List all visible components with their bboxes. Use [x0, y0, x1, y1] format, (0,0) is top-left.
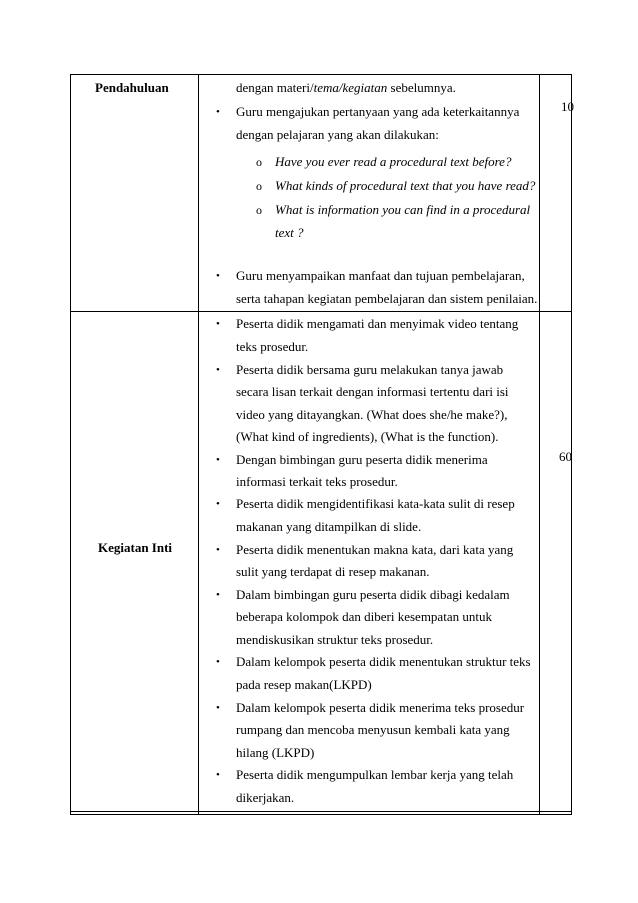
list-item-continuation: video yang ditayangkan. (What does she/he make?),	[236, 407, 508, 422]
list-item-continuation: dikerjakan.	[236, 790, 295, 805]
list-item-continuation: teks prosedur.	[236, 339, 309, 354]
table-left-border	[70, 74, 71, 815]
list-item: Peserta didik bersama guru melakukan tanya jawab	[236, 362, 504, 377]
sub-bullet-icon: o	[256, 179, 262, 193]
table-right-border	[571, 74, 572, 815]
list-item: Dengan bimbingan guru peserta didik menerima	[236, 452, 488, 467]
paragraph-continuation: dengan materi/tema/kegiatan sebelumnya.	[236, 80, 456, 95]
time-kegiatan-inti: 60	[559, 449, 572, 464]
bullet-icon: •	[216, 270, 220, 282]
table-bottom-border	[70, 811, 572, 812]
bullet-icon: •	[216, 364, 220, 376]
question-item: Have you ever read a procedural text before?	[275, 154, 512, 169]
list-item-continuation: (What kind of ingredients), (What is the function).	[236, 429, 499, 444]
list-item: Peserta didik menentukan makna kata, dari kata yang	[236, 542, 514, 557]
bullet-icon: •	[216, 106, 220, 118]
bullet-icon: •	[216, 702, 220, 714]
list-item: Dalam kelompok peserta didik menerima teks prosedur	[236, 700, 525, 715]
sub-bullet-icon: o	[256, 203, 262, 217]
question-item: What kinds of procedural text that you have read?	[275, 178, 536, 193]
bullet-icon: •	[216, 544, 220, 556]
list-item-continuation: mendiskusikan struktur teks prosedur.	[236, 632, 434, 647]
bullet-icon: •	[216, 318, 220, 330]
list-item: Peserta didik mengumpulkan lembar kerja yang telah	[236, 767, 514, 782]
bullet-icon: •	[216, 656, 220, 668]
list-item: Peserta didik mengidentifikasi kata-kata sulit di resep	[236, 496, 515, 511]
list-item-continuation: makanan yang ditampilkan di slide.	[236, 519, 422, 534]
bullet-icon: •	[216, 589, 220, 601]
row-divider	[70, 311, 572, 312]
table-top-border	[70, 74, 572, 75]
list-item-continuation: serta tahapan kegiatan pembelajaran dan sistem penilaian.	[236, 291, 538, 306]
table-bottom-border-double	[70, 814, 572, 815]
list-item-continuation: beberapa kolompok dan diberi kesempatan untuk	[236, 609, 492, 624]
row-label-pendahuluan: Pendahuluan	[95, 80, 169, 95]
list-item-continuation: rumpang dan mencoba menyusun kembali kata yang	[236, 722, 510, 737]
list-item-continuation: secara lisan terkait dengan informasi tertentu dari isi	[236, 384, 509, 399]
bullet-icon: •	[216, 454, 220, 466]
question-item: What is information you can find in a procedural	[275, 202, 531, 217]
list-item-continuation: informasi terkait teks prosedur.	[236, 474, 398, 489]
list-item: Guru menyampaikan manfaat dan tujuan pembelajaran,	[236, 268, 525, 283]
column-divider-1	[198, 74, 199, 815]
list-item-continuation: pada resep makan(LKPD)	[236, 677, 372, 692]
list-item-continuation: sulit yang terdapat di resep makanan.	[236, 564, 430, 579]
list-item-continuation: hilang (LKPD)	[236, 745, 315, 760]
time-pendahuluan: 10	[561, 99, 574, 114]
row-label-kegiatan-inti: Kegiatan Inti	[98, 540, 173, 555]
list-item: Peserta didik mengamati dan menyimak video tentang	[236, 316, 519, 331]
list-item: Guru mengajukan pertanyaan yang ada keterkaitannya	[236, 104, 520, 119]
question-item-continuation: text ?	[275, 225, 304, 240]
list-item: Dalam kelompok peserta didik menentukan struktur teks	[236, 654, 531, 669]
list-item: Dalam bimbingan guru peserta didik dibagi kedalam	[236, 587, 510, 602]
column-divider-2	[539, 74, 540, 815]
bullet-icon: •	[216, 769, 220, 781]
list-item-continuation: dengan pelajaran yang akan dilakukan:	[236, 127, 439, 142]
sub-bullet-icon: o	[256, 155, 262, 169]
bullet-icon: •	[216, 498, 220, 510]
